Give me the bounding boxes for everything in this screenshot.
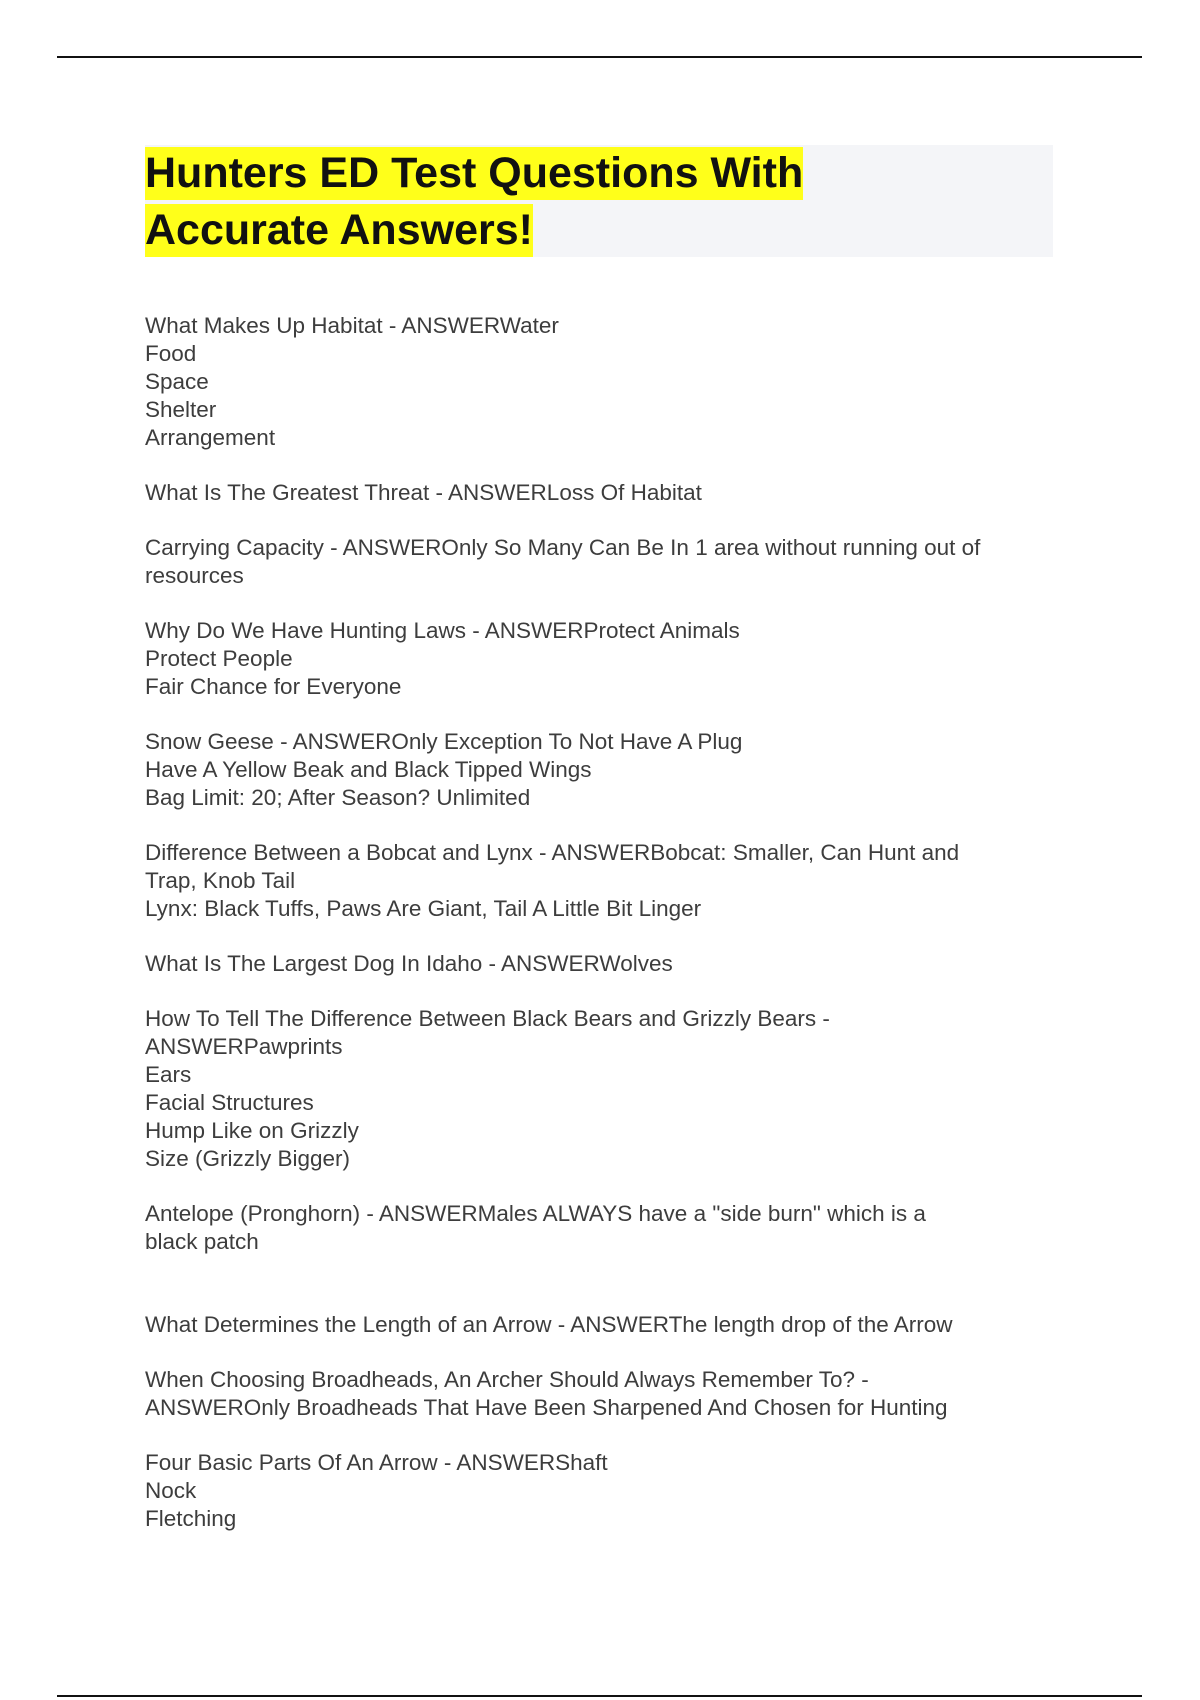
qa-line: Have A Yellow Beak and Black Tipped Wings — [145, 757, 592, 782]
qa-line: Fletching — [145, 1506, 237, 1531]
qa-line: Nock — [145, 1478, 197, 1503]
qa-line: Antelope (Pronghorn) - ANSWERMales ALWAYS have a "side burn" which is a — [145, 1201, 926, 1226]
qa-line: Hump Like on Grizzly — [145, 1118, 359, 1143]
qa-line: Four Basic Parts Of An Arrow - ANSWERShaft — [145, 1450, 608, 1475]
qa-line: Lynx: Black Tuffs, Paws Are Giant, Tail A Little Bit Linger — [145, 896, 702, 921]
qa-item-habitat — [145, 312, 1065, 452]
qa-line: What Is The Greatest Threat - ANSWERLoss Of Habitat — [145, 480, 702, 505]
qa-item-bobcat-lynx — [145, 839, 1065, 923]
title-block — [145, 145, 1053, 257]
qa-line: Food — [145, 341, 197, 366]
qa-line: ANSWEROnly Broadheads That Have Been Sharpened And Chosen for Hunting — [145, 1395, 948, 1420]
qa-line: Carrying Capacity - ANSWEROnly So Many Can Be In 1 area without running out of — [145, 535, 981, 560]
document-title — [145, 145, 1053, 259]
title-line-2: Accurate Answers! — [145, 204, 533, 257]
qa-item-bears — [145, 1005, 1065, 1173]
qa-line: Shelter — [145, 397, 217, 422]
qa-item-broadheads — [145, 1366, 1065, 1422]
qa-item-arrow-parts — [145, 1449, 1065, 1533]
qa-line: Size (Grizzly Bigger) — [145, 1146, 351, 1171]
qa-line: ANSWERPawprints — [145, 1034, 343, 1059]
qa-line: Ears — [145, 1062, 192, 1087]
qa-line: Why Do We Have Hunting Laws - ANSWERProtect Animals — [145, 618, 740, 643]
qa-line: Facial Structures — [145, 1090, 314, 1115]
qa-line: Bag Limit: 20; After Season? Unlimited — [145, 785, 531, 810]
title-line-1: Hunters ED Test Questions With — [145, 147, 803, 200]
question-answer-list — [145, 312, 1065, 1560]
qa-item-greatest-threat — [145, 479, 1065, 507]
qa-item-carrying-capacity — [145, 534, 1065, 590]
qa-line: When Choosing Broadheads, An Archer Should Always Remember To? - — [145, 1367, 869, 1392]
qa-line: Fair Chance for Everyone — [145, 674, 402, 699]
qa-line: resources — [145, 563, 244, 588]
qa-line: Arrangement — [145, 425, 276, 450]
footer-rule — [57, 1695, 1142, 1697]
qa-line: How To Tell The Difference Between Black Bears and Grizzly Bears - — [145, 1006, 830, 1031]
qa-line: What Determines the Length of an Arrow - ANSWERThe length drop of the Arrow — [145, 1312, 953, 1337]
qa-item-hunting-laws — [145, 617, 1065, 701]
qa-line: Protect People — [145, 646, 293, 671]
header-rule — [57, 56, 1142, 58]
qa-line: What Is The Largest Dog In Idaho - ANSWERWolves — [145, 951, 673, 976]
qa-item-largest-dog — [145, 950, 1065, 978]
qa-line: What Makes Up Habitat - ANSWERWater — [145, 313, 559, 338]
qa-line: Snow Geese - ANSWEROnly Exception To Not Have A Plug — [145, 729, 743, 754]
qa-line: Difference Between a Bobcat and Lynx - ANSWERBobcat: Smaller, Can Hunt and — [145, 840, 960, 865]
qa-item-arrow-length — [145, 1311, 1065, 1339]
qa-line: black patch — [145, 1229, 259, 1254]
qa-line: Space — [145, 369, 209, 394]
qa-line: Trap, Knob Tail — [145, 868, 296, 893]
qa-item-antelope — [145, 1200, 1065, 1256]
qa-item-snow-geese — [145, 728, 1065, 812]
